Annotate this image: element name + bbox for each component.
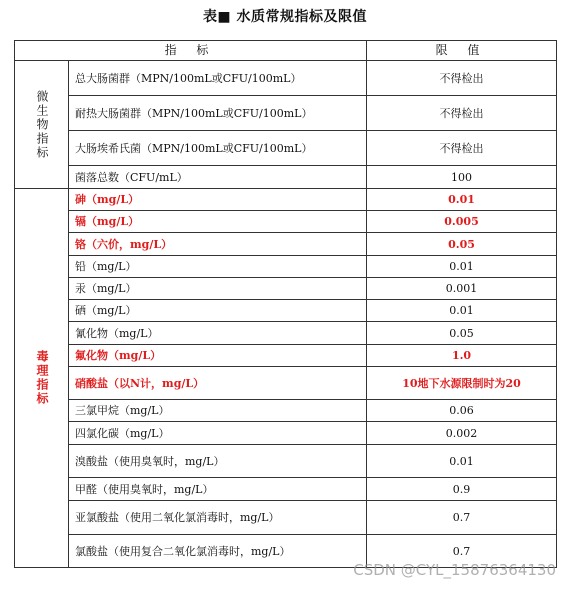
- table-row: [15, 166, 557, 189]
- limit-value-cell: 0.01: [367, 189, 557, 211]
- limit-value-cell: 0.01: [367, 300, 557, 322]
- indicator-name-cell: 甲醛（使用臭氧时，mg/L）: [69, 478, 367, 501]
- table-row: [15, 345, 557, 367]
- table-row: [15, 501, 557, 535]
- category-cell: 微生物指标: [15, 61, 69, 189]
- indicator-name-cell: 亚氯酸盐（使用二氧化氯消毒时，mg/L）: [69, 501, 367, 535]
- limit-value-cell: 0.7: [367, 501, 557, 535]
- indicator-name-cell: 硒（mg/L）: [69, 300, 367, 322]
- indicator-name-cell: 硝酸盐（以N计，mg/L）: [69, 367, 367, 400]
- indicator-name-cell: 三氯甲烷（mg/L）: [69, 400, 367, 422]
- limit-value-cell: 0.005: [367, 211, 557, 233]
- limit-value-cell: 不得检出: [367, 96, 557, 131]
- table-row: [15, 422, 557, 445]
- table-row: [15, 256, 557, 278]
- table-row: [15, 61, 557, 96]
- table-row: [15, 131, 557, 166]
- indicator-name-cell: 铅（mg/L）: [69, 256, 367, 278]
- indicator-name-cell: 氯酸盐（使用复合二氧化氯消毒时，mg/L）: [69, 535, 367, 568]
- limit-value-cell: 0.002: [367, 422, 557, 445]
- indicator-name-cell: 砷（mg/L）: [69, 189, 367, 211]
- indicator-name-cell: 大肠埃希氏菌（MPN/100mL或CFU/100mL）: [69, 131, 367, 166]
- indicator-name-cell: 四氯化碳（mg/L）: [69, 422, 367, 445]
- table-row: [15, 322, 557, 345]
- limit-value-cell: 1.0: [367, 345, 557, 367]
- water-quality-table: [14, 40, 557, 568]
- limit-value-cell: 0.01: [367, 256, 557, 278]
- indicator-name-cell: 氰化物（mg/L）: [69, 322, 367, 345]
- limit-value-cell: 不得检出: [367, 61, 557, 96]
- limit-value-cell: 0.05: [367, 322, 557, 345]
- header-indicator: 指 标: [15, 41, 367, 61]
- header-row: [15, 41, 557, 61]
- indicator-name-cell: 溴酸盐（使用臭氧时，mg/L）: [69, 445, 367, 478]
- table-row: [15, 445, 557, 478]
- table-row: [15, 300, 557, 322]
- table-row: [15, 278, 557, 300]
- table-title: 表■ 水质常规指标及限值: [202, 9, 368, 25]
- header-limit: 限 值: [367, 41, 557, 61]
- table-row: [15, 96, 557, 131]
- limit-value-cell: 0.01: [367, 445, 557, 478]
- indicator-name-cell: 汞（mg/L）: [69, 278, 367, 300]
- limit-value-cell: 0.06: [367, 400, 557, 422]
- category-cell: 毒理指标: [15, 189, 69, 568]
- limit-value-cell: 10地下水源限制时为20: [367, 367, 557, 400]
- limit-value-cell: 不得检出: [367, 131, 557, 166]
- table-row: [15, 211, 557, 233]
- limit-value-cell: 100: [367, 166, 557, 189]
- table-row: [15, 478, 557, 501]
- limit-value-cell: 0.9: [367, 478, 557, 501]
- indicator-name-cell: 氟化物（mg/L）: [69, 345, 367, 367]
- limit-value-cell: 0.001: [367, 278, 557, 300]
- indicator-name-cell: 镉（mg/L）: [69, 211, 367, 233]
- indicator-name-cell: 菌落总数（CFU/mL）: [69, 166, 367, 189]
- table-row: [15, 400, 557, 422]
- watermark: CSDN @CYL_15876364130: [353, 561, 556, 579]
- limit-value-cell: 0.05: [367, 233, 557, 256]
- indicator-name-cell: 总大肠菌群（MPN/100mL或CFU/100mL）: [69, 61, 367, 96]
- table-row: [15, 233, 557, 256]
- indicator-name-cell: 耐热大肠菌群（MPN/100mL或CFU/100mL）: [69, 96, 367, 131]
- table-row: [15, 189, 557, 211]
- table-row: [15, 367, 557, 400]
- limit-value-cell: 0.7: [367, 535, 557, 568]
- indicator-name-cell: 铬（六价，mg/L）: [69, 233, 367, 256]
